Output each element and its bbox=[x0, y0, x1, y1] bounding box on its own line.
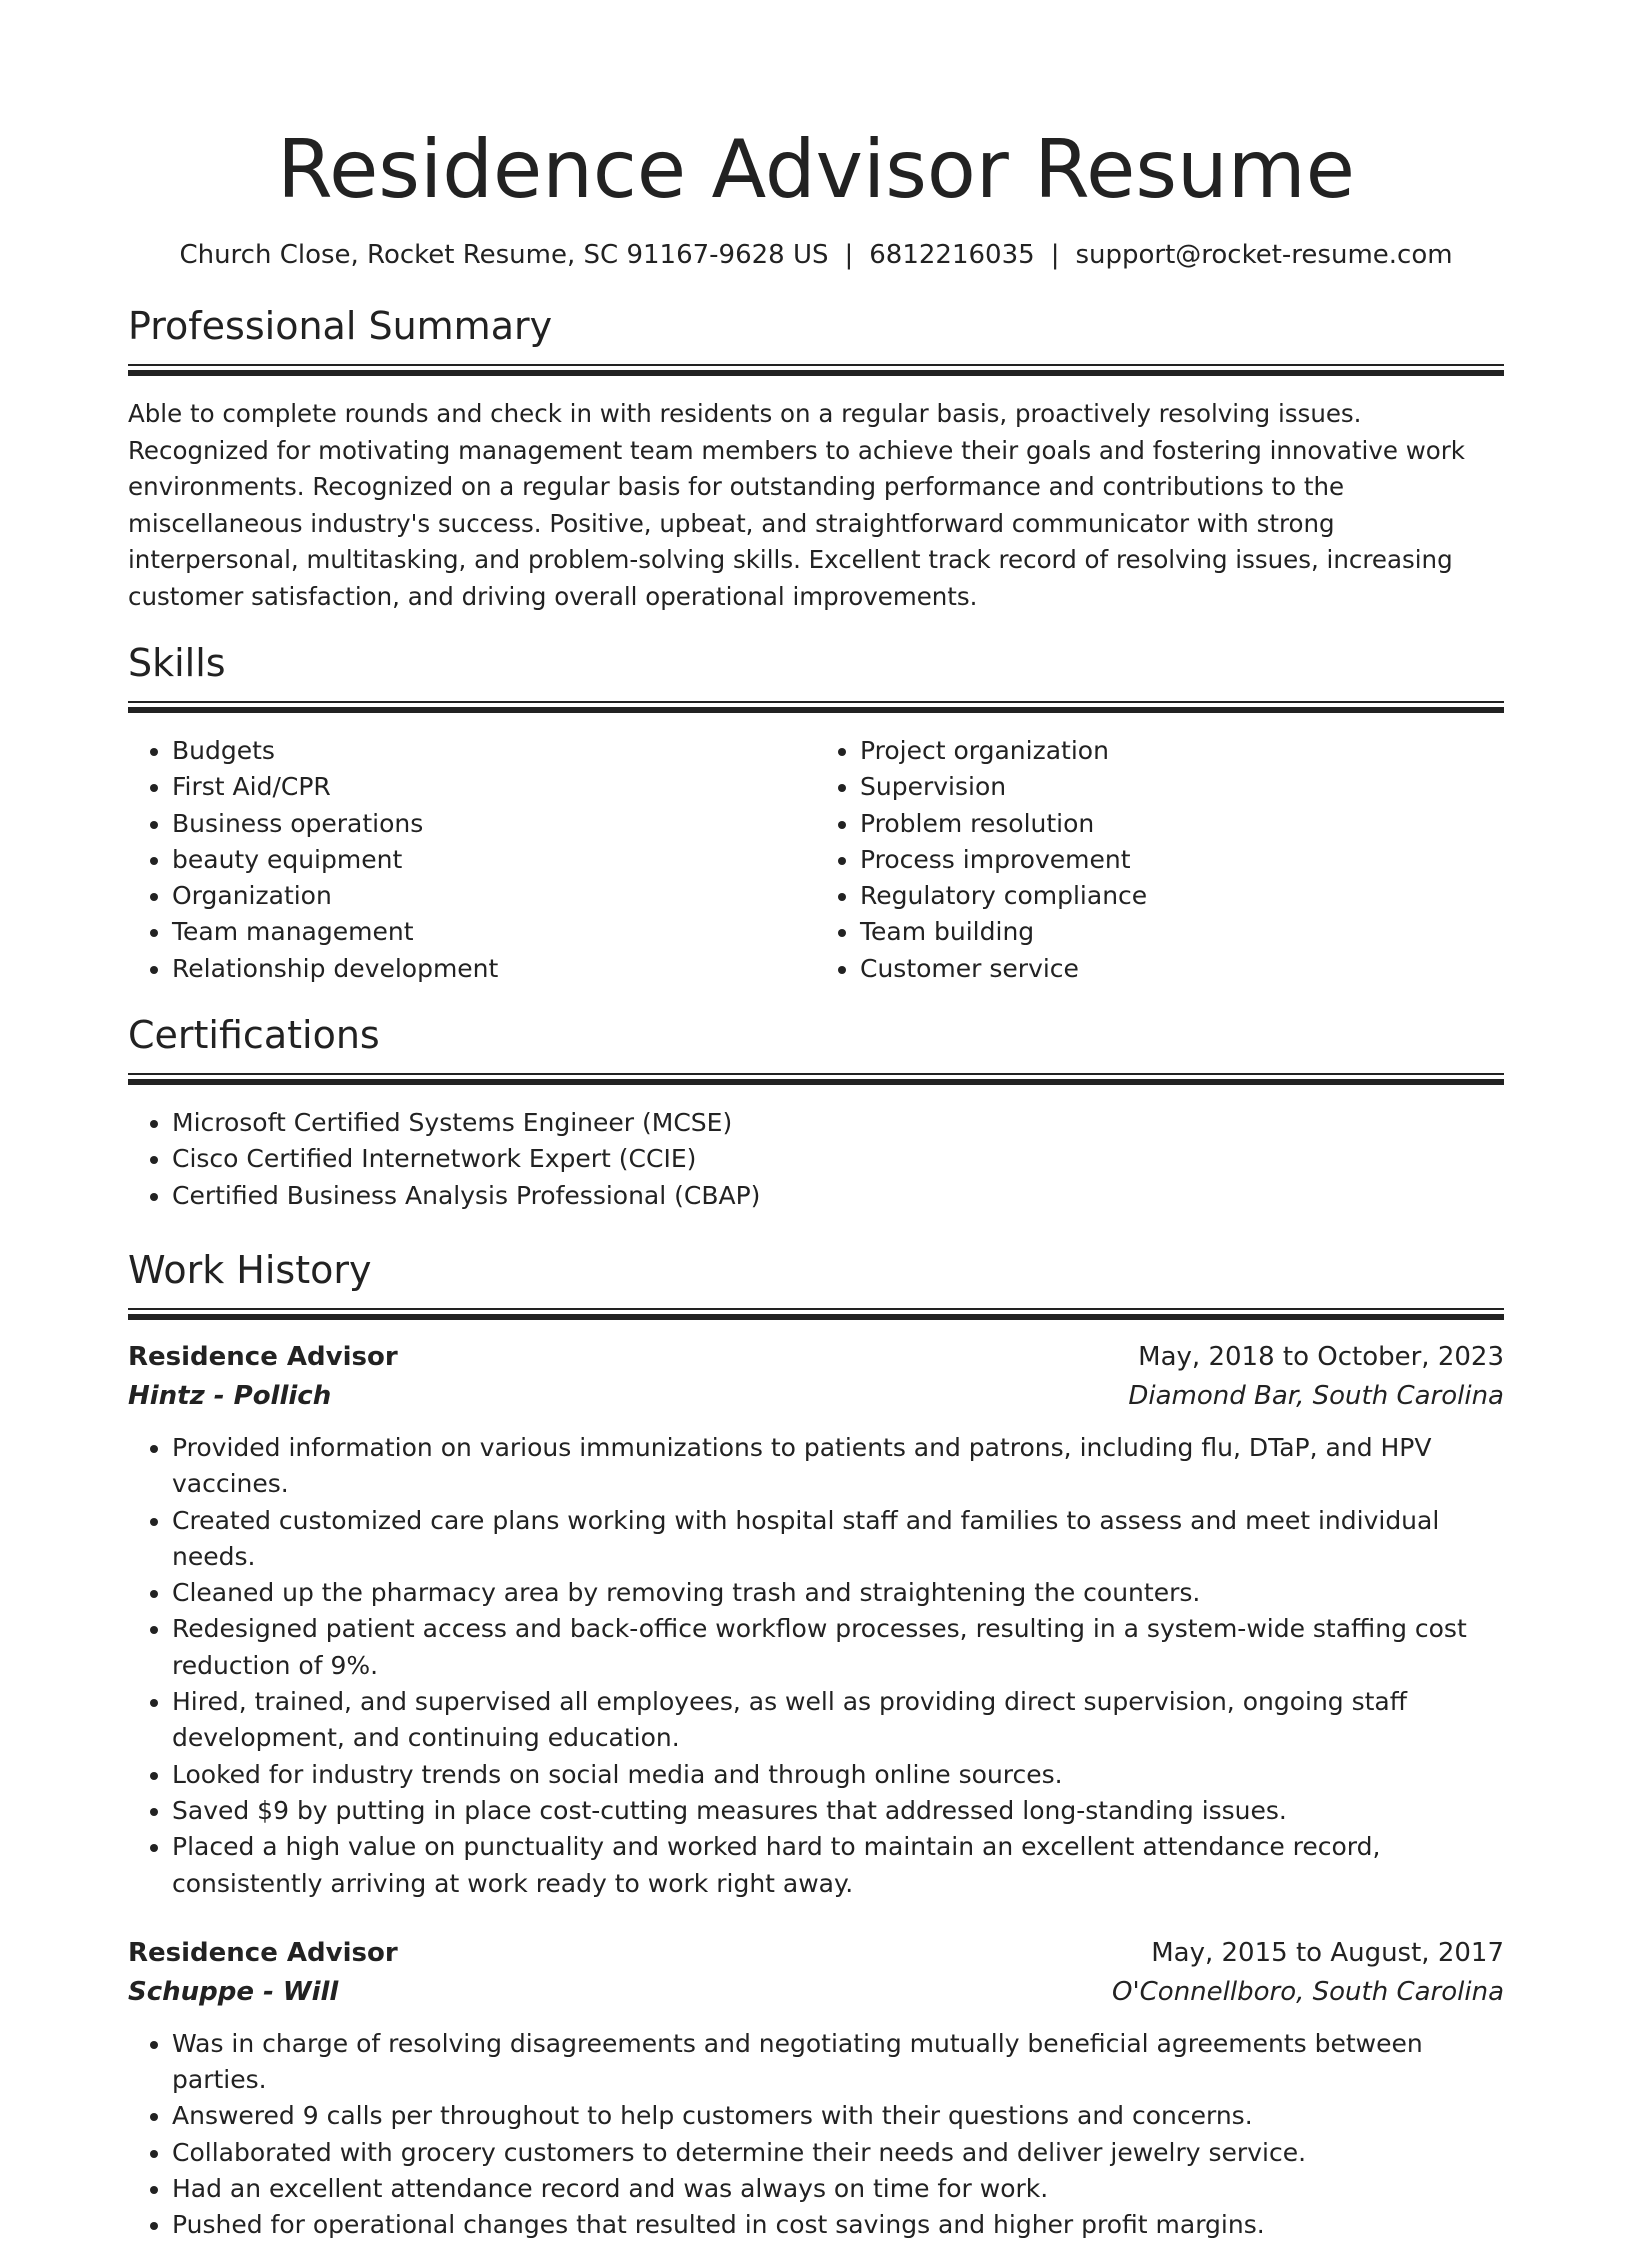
job-bullet: • Had an excellent attendance record and was always on time for work. bbox=[172, 2171, 1504, 2207]
section-divider bbox=[128, 701, 1504, 713]
job-header bbox=[128, 1934, 1504, 1973]
job-bullet: • Answered 9 calls per throughout to help customers with their questions and concerns. bbox=[172, 2098, 1504, 2134]
job-dates: May, 2018 to October, 2023 bbox=[1138, 1341, 1504, 1372]
skills-section bbox=[128, 639, 1504, 987]
job-bullet: • Hired, trained, and supervised all employees, as well as providing direct supervision, ongoing staff development, and continuing education. bbox=[172, 1684, 1504, 1757]
summary-text: Able to complete rounds and check in with residents on a regular basis, proactively resolving issues. Recognized for motivating management team members to achieve their goals and fostering innovative work environments. Recognized on a regular basis for outstanding performance and contributions to the miscellaneous industry's success. Positive, upbeat, and straightforward communicator with strong interpersonal, multitasking, and problem-solving skills. Excellent track record of resolving issues, increasing customer satisfaction, and driving overall operational improvements. bbox=[128, 399, 1465, 611]
contact-address: Church Close, Rocket Resume, SC 91167-9628 US bbox=[179, 240, 829, 270]
job-location: O'Connellboro, South Carolina bbox=[1112, 1976, 1504, 2007]
job-bullet: • Cleaned up the pharmacy area by removing trash and straightening the counters. bbox=[172, 1575, 1504, 1611]
job-bullet: • Saved $9 by putting in place cost-cutting measures that addressed long-standing issues. bbox=[172, 1793, 1504, 1829]
job-title: Residence Advisor bbox=[128, 1341, 398, 1372]
certification-item: • Microsoft Certified Systems Engineer (MCSE) bbox=[172, 1105, 1504, 1141]
job-bullets bbox=[128, 1430, 1504, 1902]
contact-phone: 6812216035 bbox=[869, 240, 1035, 270]
resume-title: Residence Advisor Resume bbox=[277, 123, 1355, 216]
section-divider bbox=[128, 1073, 1504, 1085]
certifications-section bbox=[128, 1011, 1504, 1214]
job-location: Diamond Bar, South Carolina bbox=[1128, 1380, 1504, 1411]
skill-item: • Team management bbox=[172, 914, 816, 950]
job-subheader bbox=[128, 1973, 1504, 2012]
skill-item: • Budgets bbox=[172, 733, 816, 769]
skill-item: • Relationship development bbox=[172, 951, 816, 987]
certification-item: • Certified Business Analysis Professional (CBAP) bbox=[172, 1178, 1504, 1214]
skill-item: • Team building bbox=[860, 914, 1504, 950]
skill-item: • Customer service bbox=[860, 951, 1504, 987]
job-bullet: • Created customized care plans working with hospital staff and families to assess and meet individual needs. bbox=[172, 1503, 1504, 1576]
skill-item: • First Aid/CPR bbox=[172, 769, 816, 805]
summary-section bbox=[128, 302, 1504, 615]
job-header bbox=[128, 1338, 1504, 1377]
skill-item: • Problem resolution bbox=[860, 806, 1504, 842]
skill-item: • Project organization bbox=[860, 733, 1504, 769]
section-title-certifications: Certifications bbox=[128, 1013, 380, 1058]
skills-list-left bbox=[128, 733, 816, 987]
section-title-work-history: Work History bbox=[128, 1247, 372, 1292]
contact-separator: | bbox=[1050, 240, 1060, 270]
skill-item: • Regulatory compliance bbox=[860, 878, 1504, 914]
work-history-section bbox=[128, 1246, 1504, 2244]
skills-grid bbox=[128, 733, 1504, 987]
job-dates: May, 2015 to August, 2017 bbox=[1151, 1937, 1504, 1968]
section-divider bbox=[128, 1308, 1504, 1320]
job-bullet: • Collaborated with grocery customers to determine their needs and deliver jewelry service. bbox=[172, 2135, 1504, 2171]
certification-item: • Cisco Certified Internetwork Expert (CCIE) bbox=[172, 1141, 1504, 1177]
job-bullet: • Provided information on various immunizations to patients and patrons, including flu, DTaP, and HPV vaccines. bbox=[172, 1430, 1504, 1503]
contact-separator: | bbox=[844, 240, 854, 270]
job-company: Hintz - Pollich bbox=[128, 1380, 332, 1411]
skill-item: • Process improvement bbox=[860, 842, 1504, 878]
job-bullet: • Placed a high value on punctuality and worked hard to maintain an excellent attendance record, consistently arriving at work ready to work right away. bbox=[172, 1829, 1504, 1902]
certifications-list bbox=[128, 1105, 1504, 1214]
job-subheader bbox=[128, 1377, 1504, 1416]
job-bullet: • Looked for industry trends on social media and through online sources. bbox=[172, 1757, 1504, 1793]
contact-line bbox=[128, 238, 1504, 272]
job-company: Schuppe - Will bbox=[128, 1976, 339, 2007]
section-title-skills: Skills bbox=[128, 641, 226, 685]
skill-item: • Organization bbox=[172, 878, 816, 914]
job-bullet: • Pushed for operational changes that resulted in cost savings and higher profit margins. bbox=[172, 2207, 1504, 2243]
contact-email: support@rocket-resume.com bbox=[1075, 240, 1453, 270]
job-title: Residence Advisor bbox=[128, 1937, 398, 1968]
section-title-summary: Professional Summary bbox=[128, 304, 553, 348]
skills-list-right bbox=[816, 733, 1504, 987]
skill-item: • Supervision bbox=[860, 769, 1504, 805]
job-entry bbox=[128, 1934, 1504, 2244]
section-divider bbox=[128, 364, 1504, 376]
skill-item: • beauty equipment bbox=[172, 842, 816, 878]
job-entry bbox=[128, 1338, 1504, 1902]
job-bullet: • Redesigned patient access and back-office workflow processes, resulting in a system-wide staffing cost reduction of 9%. bbox=[172, 1611, 1504, 1684]
job-bullet: • Was in charge of resolving disagreements and negotiating mutually beneficial agreements between parties. bbox=[172, 2026, 1504, 2099]
job-bullets bbox=[128, 2026, 1504, 2244]
skill-item: • Business operations bbox=[172, 806, 816, 842]
